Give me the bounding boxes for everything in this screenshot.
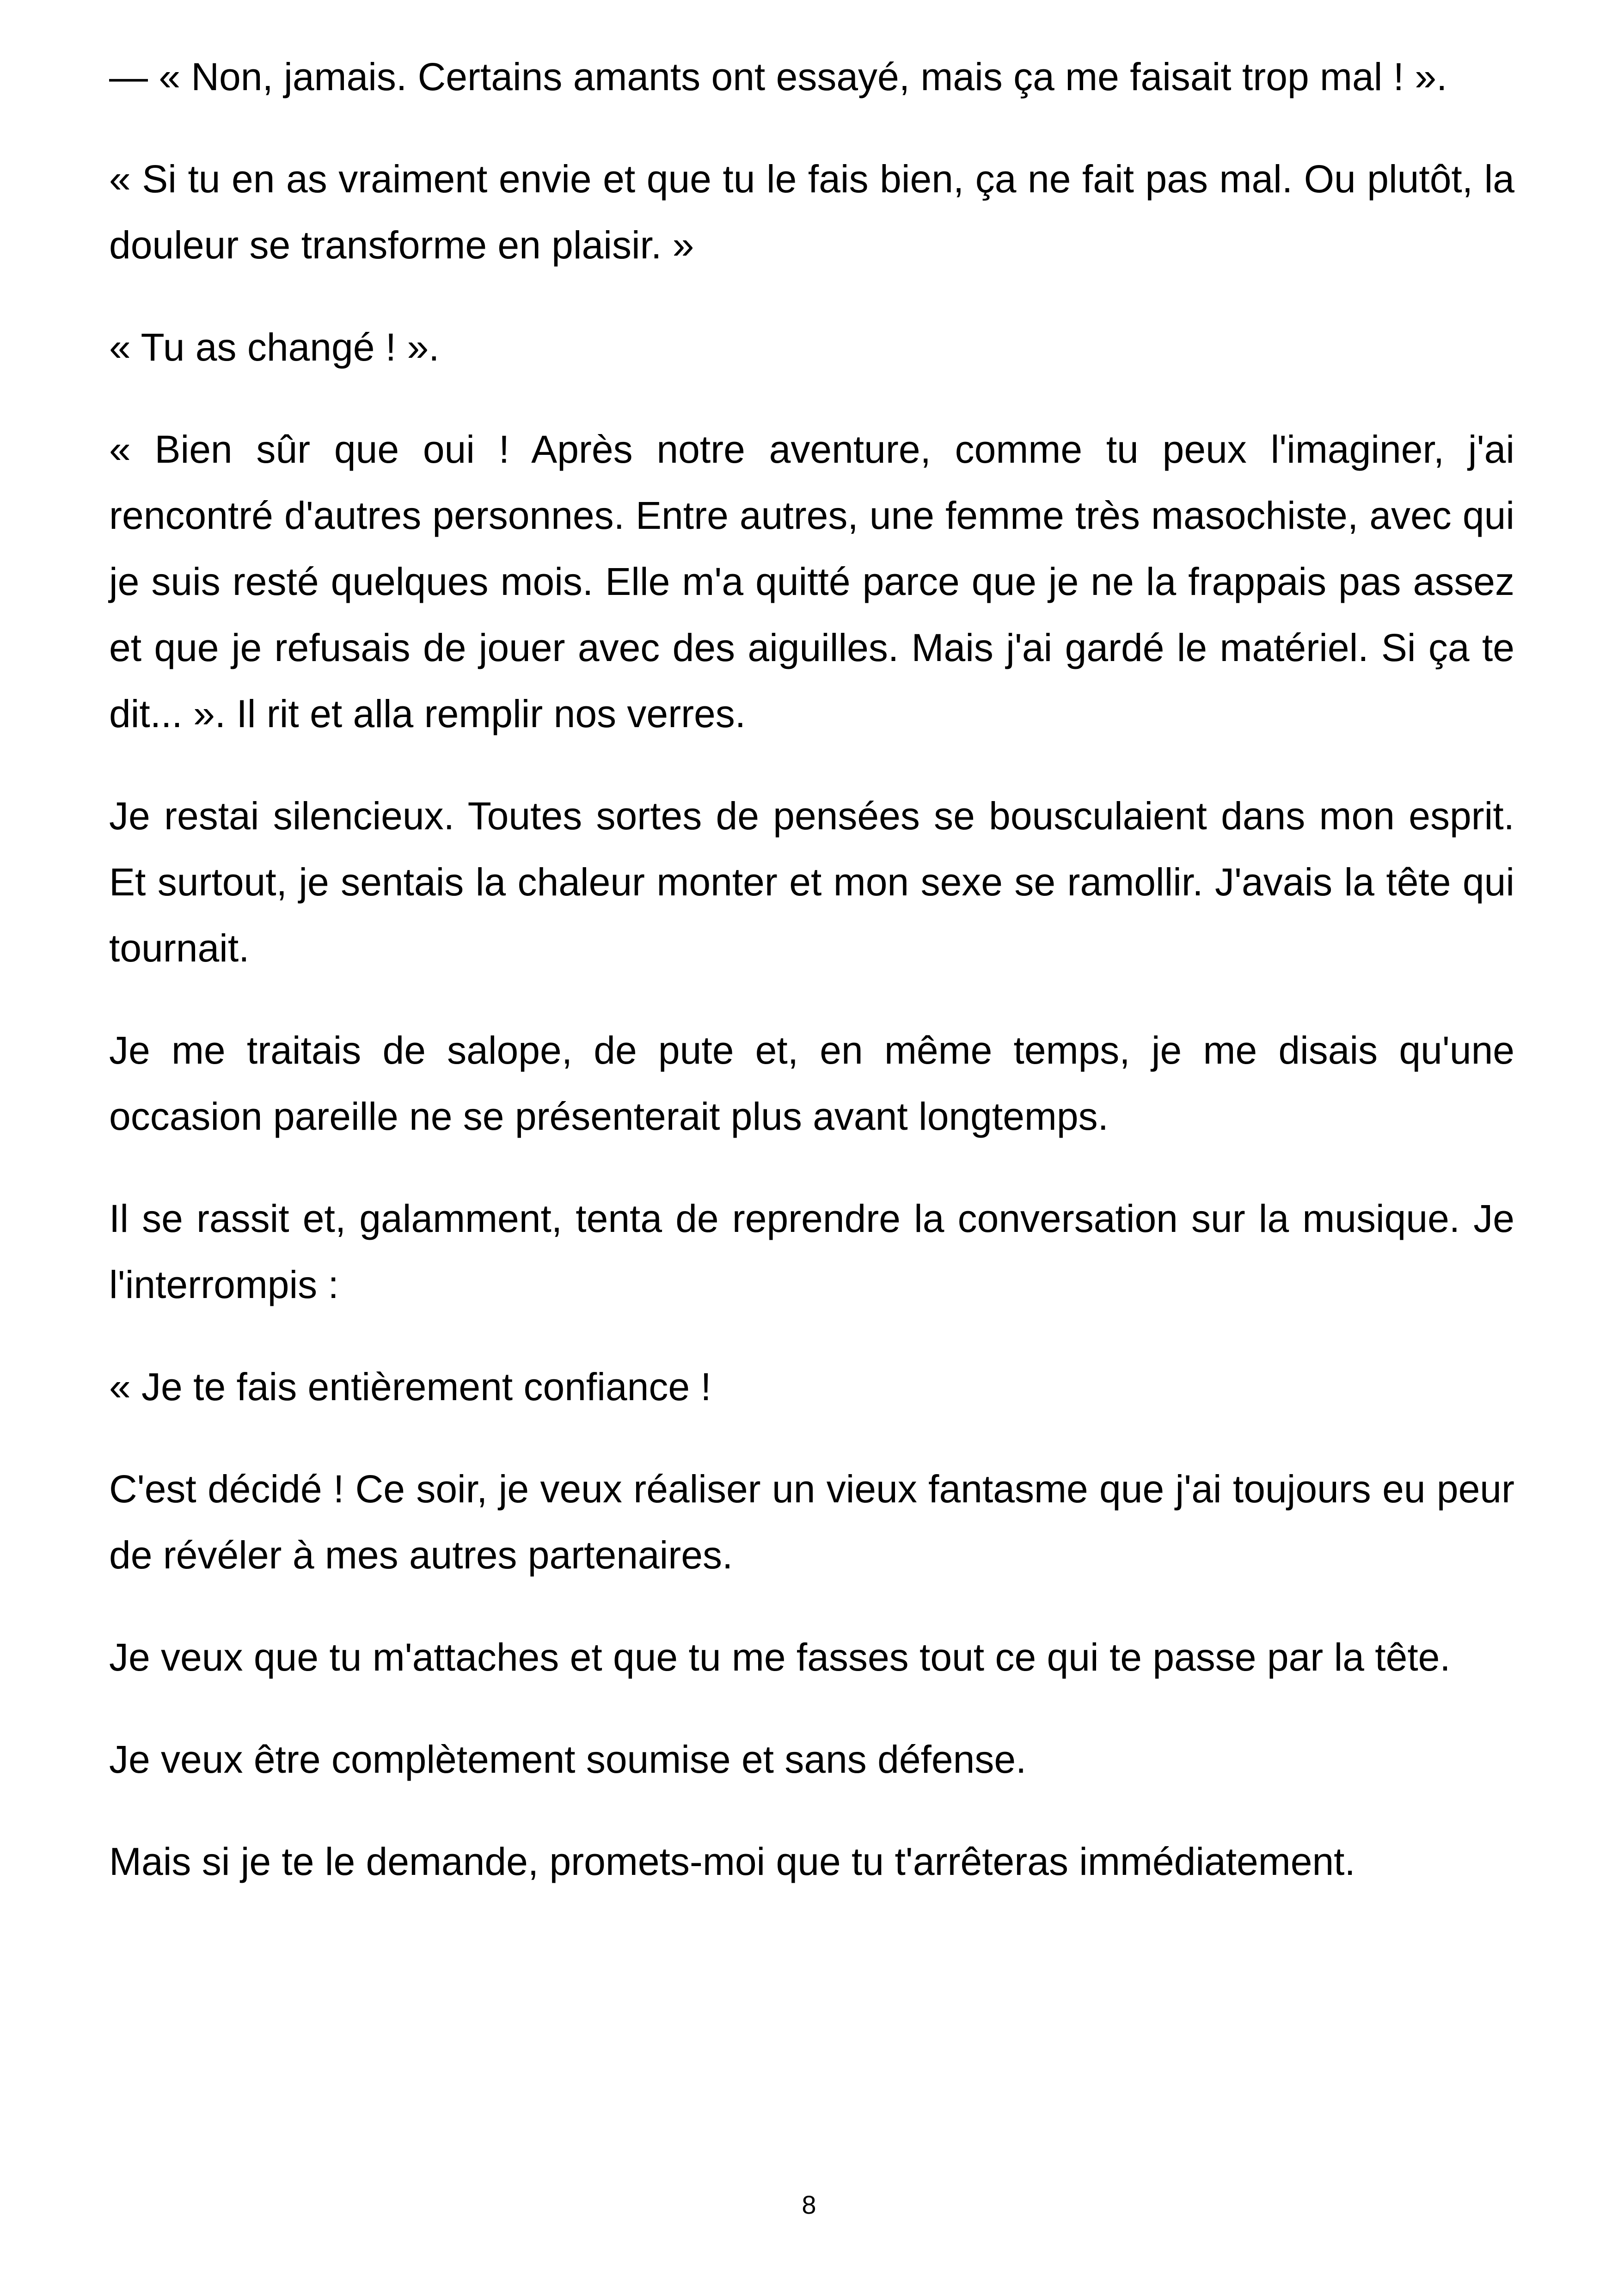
paragraph: Je restai silencieux. Toutes sortes de pensées se bousculaient dans mon esprit. Et surtout, je sentais la chaleur monter et mon sexe se ramollir. J'avais la tête qui tournait. [109,794,1514,970]
paragraph: C'est décidé ! Ce soir, je veux réaliser un vieux fantasme que j'ai toujours eu peur de révéler à mes autres partenaires. [109,1467,1514,1577]
paragraph: Je veux être complètement soumise et sans défense. [109,1738,1027,1781]
paragraph: Il se rassit et, galamment, tenta de reprendre la conversation sur la musique. Je l'interrompis : [109,1197,1514,1306]
body-text [109,44,1514,1895]
paragraph: Je veux que tu m'attaches et que tu me fasses tout ce qui te passe par la tête. [109,1635,1451,1679]
paragraph: Je me traitais de salope, de pute et, en même temps, je me disais qu'une occasion pareille ne se présenterait plus avant longtemps. [109,1029,1514,1138]
paragraph: « Si tu en as vraiment envie et que tu le fais bien, ça ne fait pas mal. Ou plutôt, la douleur se transforme en plaisir. » [109,157,1514,267]
paragraph: « Bien sûr que oui ! Après notre aventure, comme tu peux l'imaginer, j'ai rencontré d'autres personnes. Entre autres, une femme très masochiste, avec qui je suis resté quelques mois. Elle m'a quitté parce que je ne la frappais pas assez et que je refusais de jouer avec des aiguilles. Mais j'ai gardé le matériel. Si ça te dit... ». Il rit et alla remplir nos verres. [109,428,1514,735]
paragraph: Mais si je te le demande, promets-moi que tu t'arrêteras immédiatement. [109,1840,1355,1883]
paragraph: « Je te fais entièrement confiance ! [109,1365,711,1408]
paragraph: — « Non, jamais. Certains amants ont essayé, mais ça me faisait trop mal ! ». [109,55,1447,98]
paragraph: « Tu as changé ! ». [109,325,440,369]
page-number: 8 [802,2190,816,2219]
